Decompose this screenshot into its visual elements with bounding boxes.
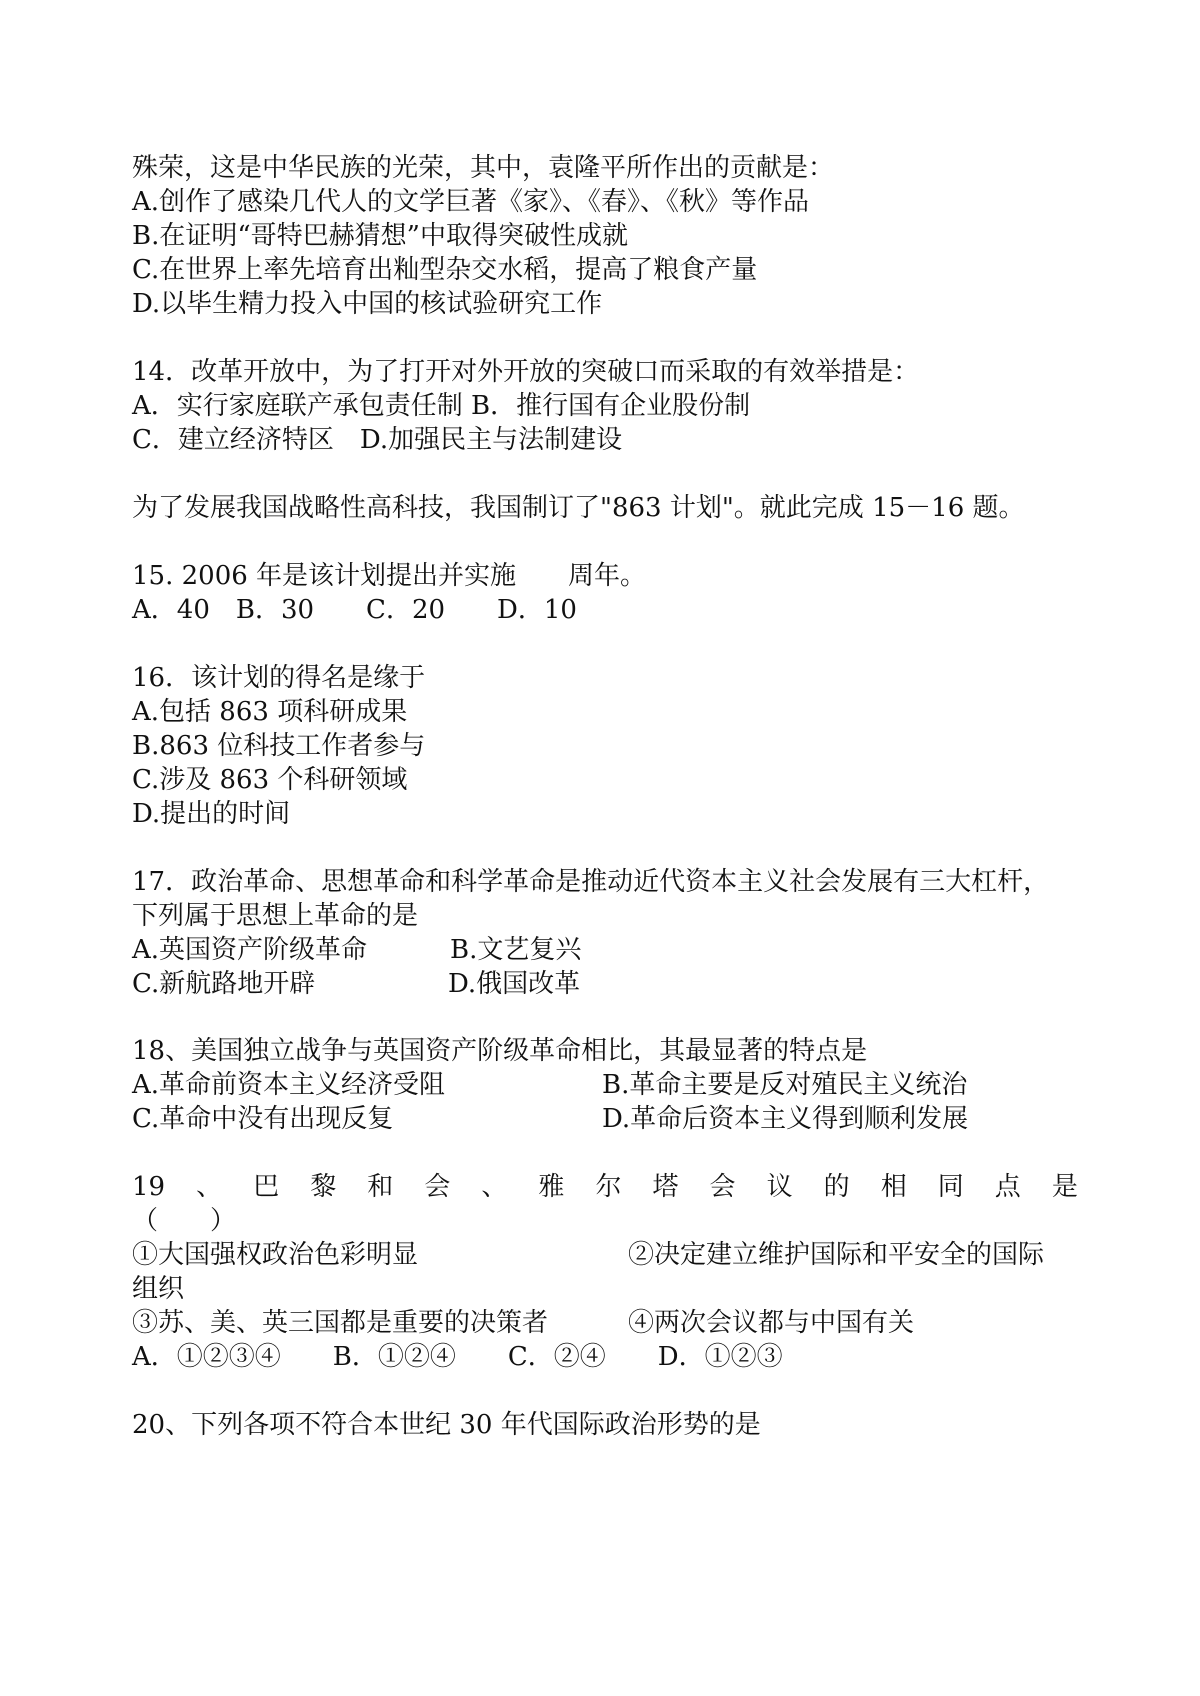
q13-option-d: D.以毕生精力投入中国的核试验研究工作 — [132, 289, 603, 319]
q16-option-b: B.863 位科技工作者参与 — [132, 731, 426, 761]
q13-option-a: A.创作了感染几代人的文学巨著《家》、《春》、《秋》等作品 — [132, 187, 810, 217]
q19-options: A．①②③④ B．①②④ C．②④ D．①②③ — [132, 1342, 783, 1372]
q13-stem: 殊荣，这是中华民族的光荣，其中，袁隆平所作出的贡献是： — [132, 153, 835, 183]
q17-stem-line-1: 17．政治革命、思想革命和科学革命是推动近代资本主义社会发展有三大杠杆， — [132, 867, 1050, 897]
q19-stem-char: 议 — [766, 1172, 793, 1202]
q18-option-b: B.革命主要是反对殖民主义统治 — [602, 1070, 968, 1100]
q19-stem — [132, 1170, 1078, 1204]
q13-option-b: B.在证明“哥特巴赫猜想”中取得突破性成就 — [132, 221, 628, 251]
q19-stem-char: 巴 — [253, 1172, 280, 1202]
q17-option-a: A.英国资产阶级革命 — [132, 935, 368, 965]
q19-item-2-cont: 组织 — [132, 1274, 185, 1304]
q17-stem-line-2: 下列属于思想上革命的是 — [132, 901, 419, 931]
q19-answer-blank: （ ） — [132, 1206, 237, 1236]
q17-option-c: C.新航路地开辟 — [132, 969, 316, 999]
q18-option-d: D.革命后资本主义得到顺利发展 — [602, 1104, 969, 1134]
q19-stem-char: 塔 — [652, 1172, 679, 1202]
q13-option-c: C.在世界上率先培育出籼型杂交水稻，提高了粮食产量 — [132, 255, 758, 285]
q19-stem-char: 点 — [994, 1172, 1021, 1202]
q18-stem: 18、美国独立战争与英国资产阶级革命相比，其最显著的特点是 — [132, 1036, 868, 1066]
q16-option-c: C.涉及 863 个科研领域 — [132, 765, 408, 795]
q16-option-d: D.提出的时间 — [132, 799, 291, 829]
q19-stem-char: 19 — [132, 1172, 166, 1202]
q19-stem-char: 是 — [1051, 1172, 1078, 1202]
q16-stem: 16．该计划的得名是缘于 — [132, 663, 426, 693]
q18-option-a: A.革命前资本主义经济受阻 — [132, 1070, 446, 1100]
q19-item-3: ③苏、美、英三国都是重要的决策者 — [132, 1308, 549, 1338]
q16-option-a: A.包括 863 项科研成果 — [132, 697, 408, 727]
q19-stem-char: 雅 — [538, 1172, 565, 1202]
q19-stem-char: 相 — [880, 1172, 907, 1202]
q19-stem-char: 、 — [196, 1172, 223, 1202]
q19-stem-char: 会 — [709, 1172, 736, 1202]
q15-options: A．40 B．30 C．20 D．10 — [132, 595, 577, 625]
q14-stem: 14．改革开放中，为了打开对外开放的突破口而采取的有效举措是： — [132, 357, 920, 387]
q19-stem-char: 同 — [937, 1172, 964, 1202]
q14-options-line-1: A．实行家庭联产承包责任制 B．推行国有企业股份制 — [132, 391, 751, 421]
q19-item-1: ①大国强权政治色彩明显 — [132, 1240, 419, 1270]
q19-item-4: ④两次会议都与中国有关 — [628, 1308, 915, 1338]
intro-15-16: 为了发展我国战略性高科技，我国制订了"863 计划"。就此完成 15－16 题。 — [132, 493, 1025, 523]
q19-stem-char: 的 — [823, 1172, 850, 1202]
q18-option-c: C.革命中没有出现反复 — [132, 1104, 394, 1134]
q17-option-b: B.文艺复兴 — [450, 935, 582, 965]
q19-stem-char: 黎 — [310, 1172, 337, 1202]
q19-stem-char: 和 — [367, 1172, 394, 1202]
q19-stem-char: 尔 — [595, 1172, 622, 1202]
q15-stem: 15. 2006 年是该计划提出并实施 周年。 — [132, 561, 647, 591]
q20-stem: 20、下列各项不符合本世纪 30 年代国际政治形势的是 — [132, 1410, 761, 1440]
q19-item-2: ②决定建立维护国际和平安全的国际 — [628, 1240, 1045, 1270]
q17-option-d: D.俄国改革 — [448, 969, 581, 999]
q19-stem-char: 会 — [424, 1172, 451, 1202]
q19-stem-char: 、 — [481, 1172, 508, 1202]
q14-options-line-2: C．建立经济特区 D.加强民主与法制建设 — [132, 425, 623, 455]
